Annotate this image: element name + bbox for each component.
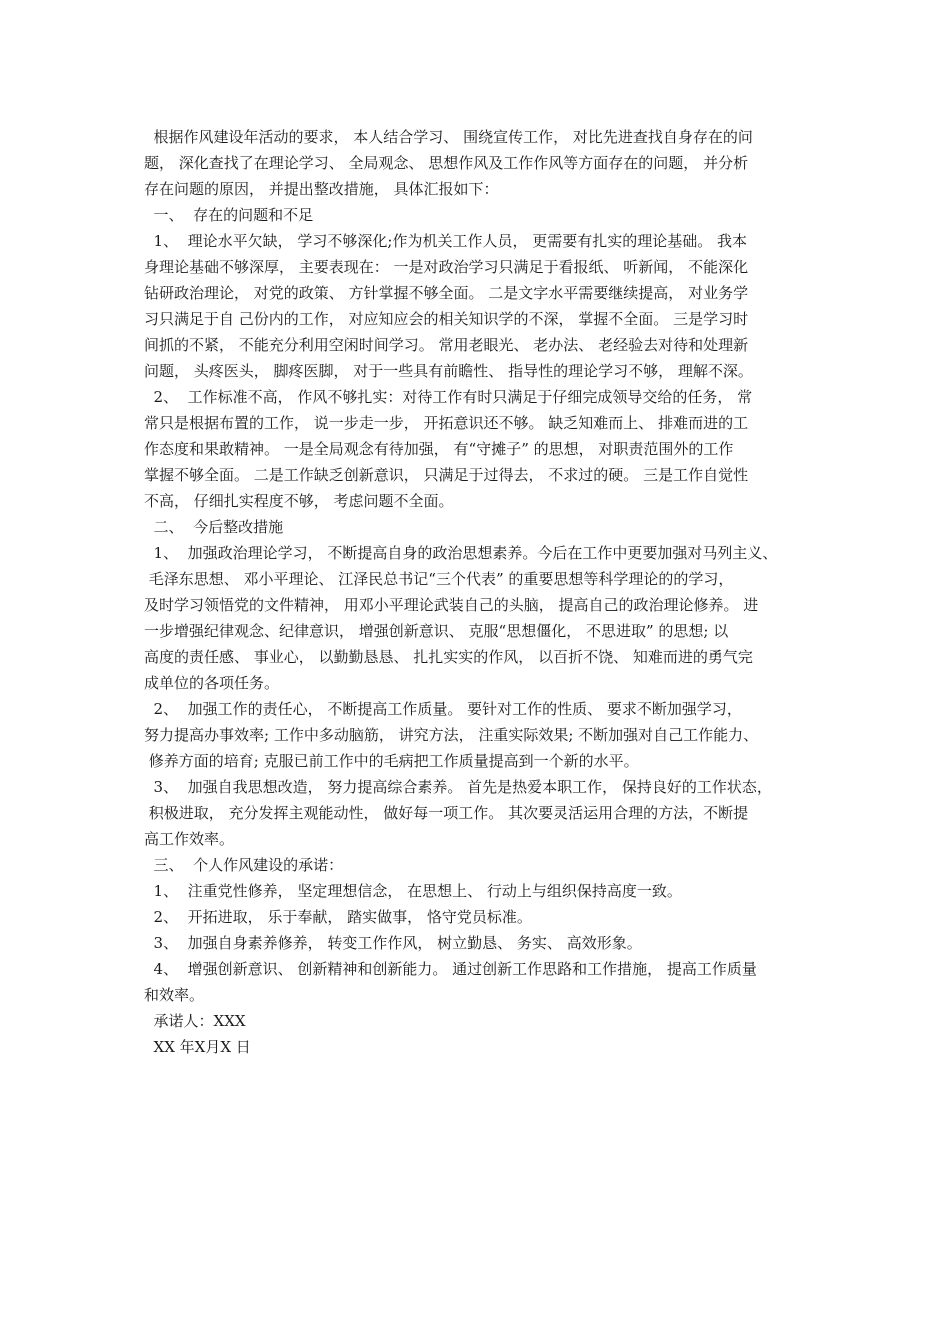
text-line: 作态度和果敢精神。 一是全局观念有待加强， 有“守摊子” 的思想， 对职责范围外的工作	[144, 440, 734, 458]
text-line: 高工作效率。	[144, 830, 235, 848]
text-line: 1、 注重党性修养， 坚定理想信念， 在思想上、 行动上与组织保持高度一致。	[144, 882, 682, 900]
text-line: 承诺人：XXX	[144, 1012, 246, 1030]
text-line: 钻研政治理论， 对党的政策、 方针掌握不够全面。 二是文字水平需要继续提高， 对业务学	[144, 284, 749, 302]
text-line: 身理论基础不够深厚， 主要表现在： 一是对政治学习只满足于看报纸、 听新闻， 不能深化	[144, 258, 749, 276]
text-line: 三、 个人作风建设的承诺：	[144, 856, 344, 874]
text-line: 修养方面的培育; 克服已前工作中的毛病把工作质量提高到一个新的水平。	[144, 752, 639, 770]
text-line: 1、 加强政治理论学习， 不断提高自身的政治思想素养。今后在工作中更要加强对马列主义、	[144, 544, 778, 562]
text-line: 毛泽东思想、 邓小平理论、 江泽民总书记“三个代表” 的重要思想等科学理论的的学习，	[144, 570, 734, 588]
text-line: 二、 今后整改措施	[144, 518, 284, 536]
text-line: 掌握不够全面。 二是工作缺乏创新意识， 只满足于过得去， 不求过的硬。 三是工作自觉性	[144, 466, 749, 484]
text-line: 常只是根据布置的工作， 说一步走一步， 开拓意识还不够。 缺乏知难而上、 排难而进的工	[144, 414, 749, 432]
text-line: 及时学习领悟党的文件精神， 用邓小平理论武装自己的头脑， 提高自己的政治理论修养。 进	[144, 596, 759, 614]
text-line: 成单位的各项任务。	[144, 674, 280, 692]
text-line: 一、 存在的问题和不足	[144, 206, 314, 224]
text-line: 积极进取， 充分发挥主观能动性， 做好每一项工作。 其次要灵活运用合理的方法，不断提	[144, 804, 749, 822]
text-line: 不高， 仔细扎实程度不够， 考虑问题不全面。	[144, 492, 454, 510]
text-line: 问题， 头疼医头， 脚疼医脚， 对于一些具有前瞻性、 指导性的理论学习不够， 理解不深。	[144, 362, 753, 380]
text-line: 一步增强纪律观念、纪律意识， 增强创新意识、 克服“思想僵化， 不思进取” 的思想; 以	[144, 622, 729, 640]
text-line: 高度的责任感、 事业心， 以勤勤恳恳、 扎扎实实的作风， 以百折不饶、 知难而进的勇气完	[144, 648, 753, 666]
text-line: 2、 工作标准不高， 作风不够扎实：对待工作有时只满足于仔细完成领导交给的任务， 常	[144, 388, 753, 406]
text-line: 1、 理论水平欠缺， 学习不够深化;作为机关工作人员， 更需要有扎实的理论基础。 我本	[144, 232, 747, 250]
text-line: 2、 开拓进取， 乐于奉献， 踏实做事， 恪守党员标准。	[144, 908, 532, 926]
text-line: 间抓的不紧， 不能充分利用空闲时间学习。 常用老眼光、 老办法、 老经验去对待和处理新	[144, 336, 749, 354]
text-line: 存在问题的原因， 并提出整改措施， 具体汇报如下：	[144, 180, 499, 198]
text-line: 3、 加强自我思想改造， 努力提高综合素养。 首先是热爱本职工作， 保持良好的工作状态，	[144, 778, 772, 796]
text-line: 3、 加强自身素养修养， 转变工作作风， 树立勤恳、 务实、 高效形象。	[144, 934, 642, 952]
text-line: 根据作风建设年活动的要求， 本人结合学习、 围绕宣传工作， 对比先进查找自身存在的问	[144, 128, 753, 146]
text-line: 努力提高办事效率; 工作中多动脑筋， 讲究方法， 注重实际效果; 不断加强对自己工作能力、	[144, 726, 759, 744]
text-line: XX 年X月X 日	[144, 1038, 251, 1056]
text-line: 习只满足于自 己份内的工作， 对应知应会的相关知识学的不深， 掌握不全面。 三是学习时	[144, 310, 749, 328]
text-line: 2、 加强工作的责任心， 不断提高工作质量。 要针对工作的性质、 要求不断加强学习，	[144, 700, 742, 718]
document-body	[144, 124, 816, 1060]
text-line: 和效率。	[144, 986, 205, 1004]
text-line: 4、 增强创新意识、 创新精神和创新能力。 通过创新工作思路和工作措施， 提高工作质量	[144, 960, 757, 978]
text-line: 题， 深化查找了在理论学习、 全局观念、 思想作风及工作作风等方面存在的问题， 并分析	[144, 154, 749, 172]
